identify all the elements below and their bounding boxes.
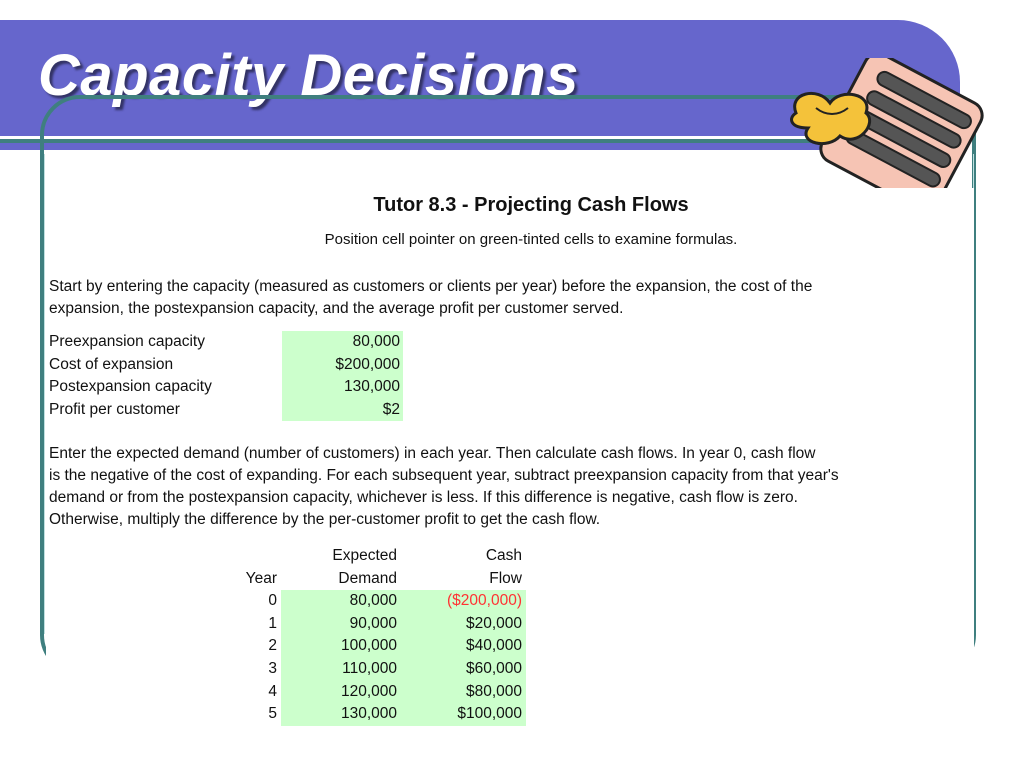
slide-title: Capacity Decisions [38,43,579,108]
header-cell [232,545,281,568]
year-cell: 0 [268,592,277,610]
year-cell: 3 [268,659,277,677]
input-cell[interactable]: $200,000 [282,354,403,377]
demand-cell[interactable]: 130,000 [281,703,401,726]
year-cell: 2 [268,637,277,655]
cash-flow-cell[interactable]: ($200,000) [401,590,526,613]
year-cell: 4 [268,682,277,700]
input-cell[interactable]: $2 [282,399,403,422]
input-label: Profit per customer [49,400,180,418]
film-reel-clipart-icon [778,58,988,193]
sheet-subtitle: Position cell pointer on green-tinted cells to examine formulas. [324,231,738,248]
demand-cell[interactable]: 80,000 [281,590,401,613]
intro-paragraph [49,276,969,320]
year-cell: 5 [268,705,277,723]
demand-cell[interactable]: 100,000 [281,635,401,658]
year-cell: 1 [268,614,277,632]
cash-flow-cell[interactable]: $40,000 [401,635,526,658]
cash-flow-cell[interactable]: $60,000 [401,658,526,681]
instructions-line: is the negative of the cost of expanding. For each subsequent year, subtract preexpansion capacity from that year's [49,467,839,484]
input-label: Cost of expansion [49,355,174,373]
header-cell: Expected [332,547,397,564]
cash-flow-cell[interactable]: $100,000 [401,703,526,726]
header-cell: Flow [489,569,522,587]
input-label: Preexpansion capacity [49,333,205,350]
instructions-line: Otherwise, multiply the difference by the per-customer profit to get the cash flow. [49,511,601,528]
intro-line: Start by entering the capacity (measured as customers or clients per year) before the expansion, the cost of the [49,278,813,295]
header-cell: Year [245,569,277,587]
instructions-line: demand or from the postexpansion capacity, whichever is less. If this difference is negative, cash flow is zero. [49,489,798,506]
sheet-title: Tutor 8.3 - Projecting Cash Flows [373,194,689,216]
demand-cell[interactable]: 90,000 [281,613,401,636]
input-cells [49,331,403,421]
input-cell[interactable]: 130,000 [282,376,403,399]
cash-flow-cell[interactable]: $20,000 [401,613,526,636]
spreadsheet [46,188,974,740]
instructions-line: Enter the expected demand (number of customers) in each year. Then calculate cash flows. In year 0, cash flow [49,445,816,462]
input-label: Postexpansion capacity [49,378,212,395]
input-cell[interactable]: 80,000 [282,331,403,354]
cash-flow-table [232,545,526,726]
intro-line: expansion, the postexpansion capacity, and the average profit per customer served. [49,300,624,317]
demand-cell[interactable]: 110,000 [281,658,401,681]
instructions-paragraph [49,443,969,531]
header-cell: Demand [338,569,397,587]
cash-flow-cell[interactable]: $80,000 [401,681,526,704]
demand-cell[interactable]: 120,000 [281,681,401,704]
header-cell: Cash [485,547,522,564]
